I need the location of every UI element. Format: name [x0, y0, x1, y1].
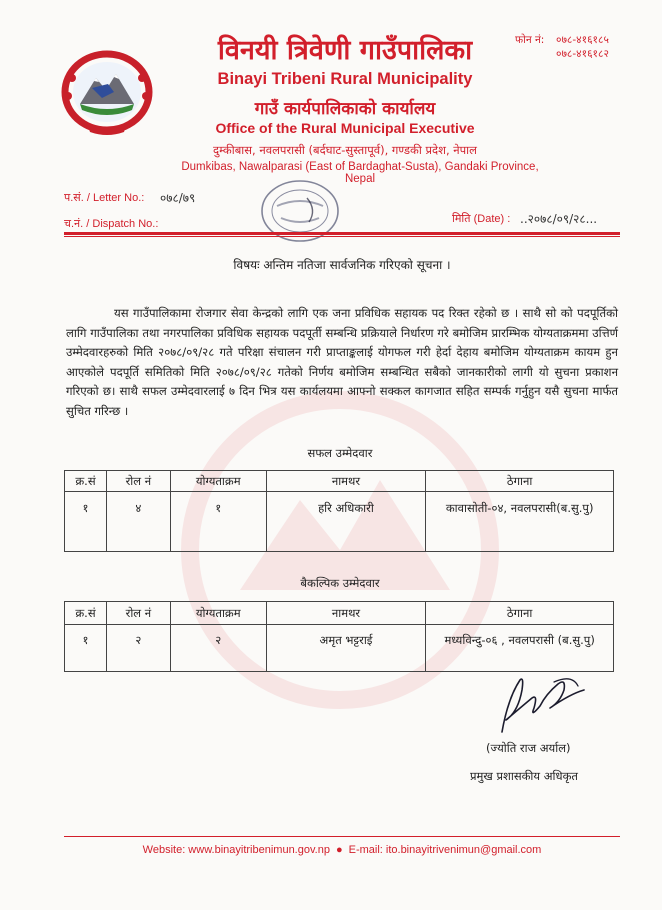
office-name-english: Office of the Rural Municipal Executive	[215, 120, 475, 136]
signer-name: (ज्योति राज अर्याल)	[486, 741, 571, 755]
column-header: ठेगाना	[426, 602, 614, 625]
table-cell: अमृत भट्टराई	[266, 625, 426, 672]
date-label: मिति (Date) :	[452, 213, 511, 225]
phone-label: फोन नं:	[515, 34, 545, 46]
phone-number-1: ०७८-४१६१८५	[556, 34, 609, 46]
column-header: नामथर	[266, 471, 426, 492]
subject-line: विषयः अन्तिम नतिजा सार्वजनिक गरिएको सूचना ।	[233, 258, 451, 272]
signature	[480, 668, 590, 738]
website-link[interactable]: Website: www.binayitribenimun.gov.np	[142, 844, 330, 856]
header-rule	[64, 232, 620, 235]
table-header-row	[65, 602, 614, 625]
table-cell: मध्यविन्दु-०६ , नवलपरासी (ब.सु.पु)	[426, 625, 614, 672]
column-header: क्र.सं	[65, 471, 107, 492]
table-header-row	[65, 471, 614, 492]
date-value: ..२०७८/०९/२८...	[520, 212, 598, 226]
successful-candidates-title: सफल उम्मेदवार	[307, 446, 373, 460]
column-header: क्र.सं	[65, 602, 107, 625]
dispatch-number-label: च.नं. / Dispatch No.:	[64, 218, 159, 230]
municipality-name-nepali: विनयी त्रिवेणी गाउँपालिका	[217, 35, 473, 66]
alternate-candidates-title: बैकल्पिक उम्मेदवार	[300, 576, 380, 590]
table-cell: २	[170, 625, 266, 672]
column-header: योग्यताक्रम	[170, 471, 266, 492]
table-cell: हरि अधिकारी	[266, 492, 426, 552]
footer-rule	[64, 836, 620, 837]
column-header: रोल नं	[106, 471, 170, 492]
column-header: ठेगाना	[426, 471, 614, 492]
notice-body: यस गाउँपालिकामा रोजगार सेवा केन्द्रको लागि एक जना प्रविधिक सहायक पद रिक्त रहेको छ । साथै सो को पदपूर्तिको लागि गाउँपालिका तथा नगरपालिका प्रविधिक सहायक पदपूर्ती सम्बन्धि प्रक्रियाले निर्धारण गरे बमोजिम प्रारम्भिक योग्यताक्रममा उत्तिर्ण उम्मेदवारहरुको मिति २०७८/०९/२८ गते परिक्षा संचालन गरी प्राप्ताङ्कलाई योगफल गरी हेर्दा देहाय बमोजिम योग्यताक्रम कायम हुन आएकोले पदपूर्ति समितिको मिति २०७८/०९/२८ गतेको निर्णय बमोजिम सम्बन्धित सबैको जानकारीको लागी यो सुचना प्रकाशन गरिएको छ। साथै सफल उम्मेदवारलाई ७ दिन भित्र यस कार्यलयमा आफ्नो सक्कल कागजात सहित सम्पर्क गर्नुहुन यसै सुचना मार्फत सुचित गरिन्छ ।	[66, 306, 618, 418]
successful-candidates-table	[64, 470, 614, 552]
email-link[interactable]: E-mail: ito.binayitrivenimun@gmail.com	[348, 844, 542, 856]
table-row	[65, 492, 614, 552]
alternate-candidates-table	[64, 601, 614, 672]
column-header: नामथर	[266, 602, 426, 625]
address-english: Dumkibas, Nawalparasi (East of Bardaghat-Susta), Gandaki Province, Nepal	[181, 161, 539, 185]
address-nepali: दुम्कीबास, नवलपरासी (बर्दघाट-सुस्तापूर्व), गण्डकी प्रदेश, नेपाल	[213, 143, 477, 157]
letter-number-value: ०७८/७९	[160, 191, 196, 205]
table-cell: कावासोती-०४, नवलपरासी(ब.सु.पु)	[426, 492, 614, 552]
coat-of-arms-logo	[58, 48, 156, 136]
footer-contact	[64, 844, 620, 856]
phone-number-2: ०७८-४१६१८२	[556, 48, 609, 60]
municipality-name-english: Binayi Tribeni Rural Municipality	[217, 70, 473, 88]
table-cell: १	[65, 625, 107, 672]
table-cell: ४	[106, 492, 170, 552]
column-header: योग्यताक्रम	[170, 602, 266, 625]
column-header: रोल नं	[106, 602, 170, 625]
table-row	[65, 625, 614, 672]
table-cell: २	[106, 625, 170, 672]
office-name-nepali: गाउँ कार्यपालिकाको कार्यालय	[254, 99, 436, 119]
table-cell: १	[170, 492, 266, 552]
bullet-icon: ●	[335, 844, 343, 856]
letter-number-label: प.सं. / Letter No.:	[64, 192, 145, 204]
header-rule-thin	[64, 236, 620, 237]
signer-title: प्रमुख प्रशासकीय अधिकृत	[470, 769, 578, 783]
table-cell: १	[65, 492, 107, 552]
